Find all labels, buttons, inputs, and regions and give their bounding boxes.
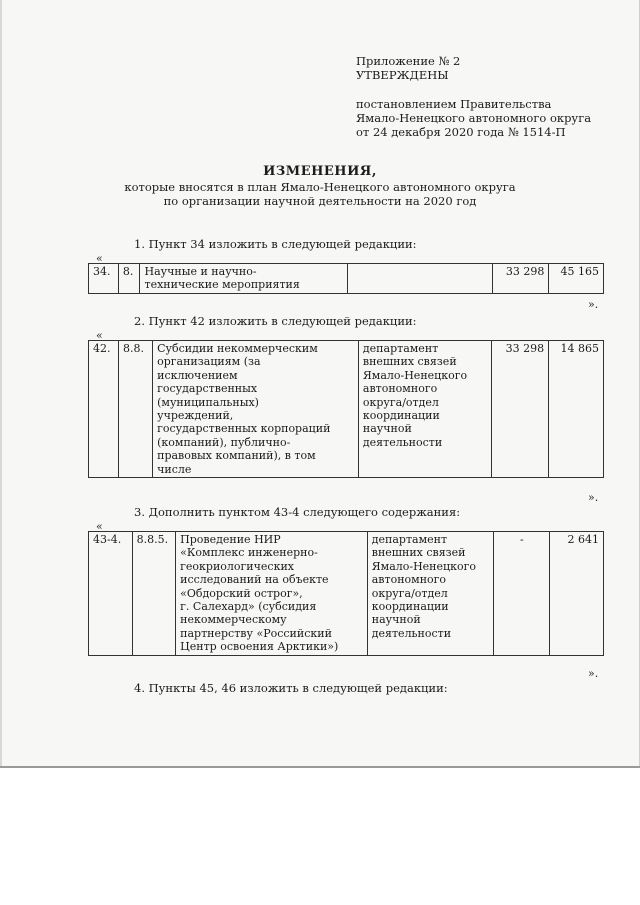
cell-value-2: 2 641 (550, 532, 604, 656)
instruction-4: 4. Пункты 45, 46 изложить в следующей редакции: (134, 681, 448, 695)
cell-code: 8.8.5. (132, 532, 176, 656)
cell-name: Научные и научно- технические мероприятия (140, 264, 347, 294)
scan-edge (0, 0, 2, 768)
cell-number: 42. (89, 341, 119, 478)
table-item-34 (88, 263, 604, 294)
cell-value-2: 14 865 (549, 341, 604, 478)
close-quote-2: ». (588, 491, 599, 504)
close-quote-1: ». (588, 298, 599, 311)
cell-name: Проведение НИР «Комплекс инженерно- геокриологических исследований на объекте «Обдорский острог», г. Салехард» (субсидия некоммерческому партнерству «Российский Центр освоения Арктики») (176, 532, 368, 656)
document-subtitle-2: по организации научной деятельности на 2020 год (163, 194, 477, 208)
open-quote-2: « (96, 329, 103, 342)
table-item-43-4 (88, 531, 604, 656)
table-row (89, 264, 604, 294)
resolution-line-2: Ямало-Ненецкого автономного округа (356, 111, 592, 125)
open-quote-1: « (96, 252, 103, 265)
table-row (89, 532, 604, 656)
cell-name: Субсидии некоммерческим организациям (за исключением государственных (муниципальных) учреждений, государственных корпораций (компаний), публично- правовых компаний), в том числе (153, 341, 359, 478)
cell-code: 8.8. (118, 341, 152, 478)
close-quote-3: ». (588, 667, 599, 680)
instruction-2: 2. Пункт 42 изложить в следующей редакции: (134, 314, 417, 328)
cell-value-1: 33 298 (492, 341, 549, 478)
resolution-line-3: от 24 декабря 2020 года № 1514-П (356, 125, 566, 139)
cell-number: 34. (89, 264, 119, 294)
instruction-3: 3. Дополнить пунктом 43-4 следующего содержания: (134, 505, 461, 519)
table-item-42 (88, 340, 604, 478)
cell-value-1: - (494, 532, 550, 656)
table-row (89, 341, 604, 478)
resolution-line-1: постановлением Правительства (356, 97, 552, 111)
cell-code: 8. (118, 264, 140, 294)
cell-executor: департамент внешних связей Ямало-Ненецкого автономного округа/отдел координации научной деятельности (367, 532, 494, 656)
document-heading: ИЗМЕНЕНИЯ, (263, 164, 377, 179)
cell-executor (347, 264, 492, 294)
cell-value-2: 45 165 (549, 264, 604, 294)
instruction-1: 1. Пункт 34 изложить в следующей редакции: (134, 237, 417, 251)
cell-number: 43-4. (89, 532, 133, 656)
appendix-label: Приложение № 2 (356, 54, 461, 68)
document-subtitle-1: которые вносятся в план Ямало-Ненецкого автономного округа (124, 180, 516, 194)
open-quote-3: « (96, 520, 103, 533)
cell-value-1: 33 298 (492, 264, 549, 294)
approved-label: УТВЕРЖДЕНЫ (356, 68, 449, 82)
cell-executor: департамент внешних связей Ямало-Ненецкого автономного округа/отдел координации научной деятельности (358, 341, 491, 478)
